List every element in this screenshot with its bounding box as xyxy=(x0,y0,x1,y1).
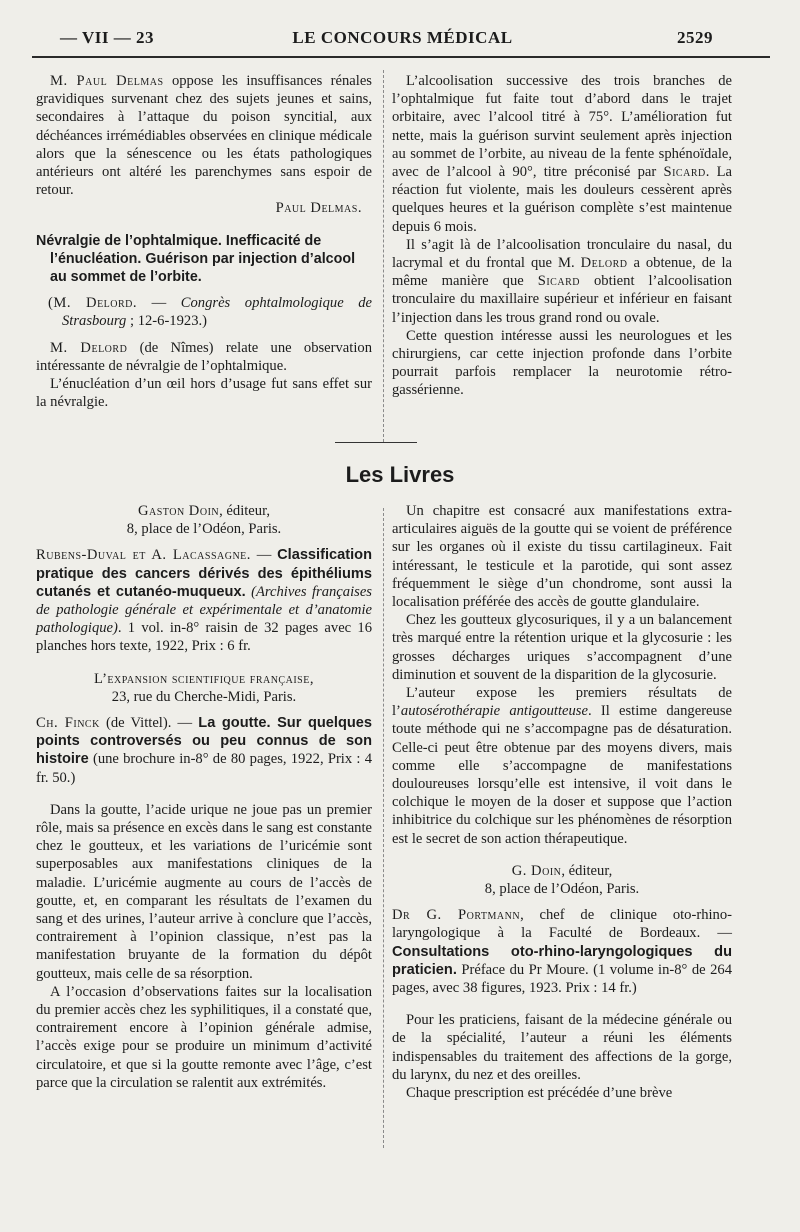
publisher-g-doin-address: 8, place de l’Odéon, Paris. xyxy=(484,881,640,898)
delord-paragraph: M. Delord (de Nîmes) relate une observation intéressante de névralgie de l’ophtalmique. xyxy=(36,339,372,374)
publisher-doin: Gaston Doin, éditeur, xyxy=(137,503,271,519)
top-column-divider xyxy=(383,70,384,442)
delmas-signature: Paul Delmas. xyxy=(275,200,362,217)
bottom-left-column xyxy=(36,502,372,1092)
top-left-column xyxy=(36,72,372,411)
autoserotherapie-paragraph: L’auteur expose les premiers résultats de l’autosérothérapie antigoutteuse. Il estime dangereuse toute méthode qui ne s’accompagne pas de désaturation. Celle-ci peut être obtenue par des moyens divers, mais comme elle s’accompagne de manifestations douloureuses lorsqu’elle est intensive, il voit dans le colchique le moyen de la doser et suppose que l’action inhibitrice du colchique sur les phénomènes de résorption est le secret de son action thérapeutique. xyxy=(392,685,732,847)
goutte-paragraph-2: A l’occasion d’observations faites sur la localisation du premier accès chez les syphilitiques, il a constaté que, contrairement encore à l’opinion générale admise, l’accès exige pour se produire un minimum d’activité circulatoire, et que si la goutte remonte avec l’âge, c’est parce que la circulation se ralentit aux extrémités. xyxy=(36,983,372,1091)
alcoolisation-paragraph: L’alcoolisation successive des trois branches de l’ophtalmique fut faite tout d’abord dans le trajet orbitaire, avec l’alcool titré à 75°. L’amélioration fut nette, mais la guérison survint seulement après injection au sommet de l’orbite, au niveau de la fente sphénoïdale, avec de l’alcool à 90°, titre préconisé par Sicard. La réaction fut violente, mais les douleurs cessèrent après quelques heures et la guérison complète s’est maintenue depuis 6 mois. xyxy=(392,73,732,235)
bottom-right-column xyxy=(392,502,732,1102)
bottom-column-divider xyxy=(383,508,384,1148)
header-page-number: 2529 xyxy=(677,28,713,47)
book-goutte-entry: Ch. Finck (de Vittel). — La goutte. Sur quelques points controversés ou peu connus de son histoire (une brochure in-8° de 80 pages, 1922, Prix : 4 fr. 50.) xyxy=(36,715,373,786)
praticiens-paragraph: Pour les praticiens, faisant de la médecine générale ou de la spécialité, l’auteur a réuni les éléments indispensables du traitement des affections de la gorge, du larynx, du nez et des oreilles. xyxy=(392,1012,732,1083)
publisher-expansion: L’expansion scientifique française, xyxy=(94,670,314,687)
book-portmann-entry: Dr G. Portmann, chef de clinique oto-rhino-laryngologique à la Faculté de Bordeaux. — Consultations oto-rhino-laryngologiques du praticien. Préface du Pr Moure. (1 volume in-8° de 264 pages, avec 38 figures, 1923. Prix : 14 fr.) xyxy=(392,907,732,997)
publisher-g-doin: G. Doin, éditeur, xyxy=(511,862,613,879)
section-rule xyxy=(335,442,417,443)
header-rule xyxy=(32,56,770,58)
enucleation-paragraph: L’énucléation d’un œil hors d’usage fut sans effet sur la névralgie. xyxy=(36,376,372,411)
article-reference: (M. Delord. — Congrès ophtalmologique de Strasbourg ; 12-6-1923.) xyxy=(48,295,373,330)
delmas-paragraph: M. Paul Delmas oppose les insuffisances rénales gravidiques survenant chez des sujets jeunes et sains, secondaires à l’attaque du poison syncitial, aux déchéances irrémédiables observées en clinique médicale alors que la sénescence ou les états pathologiques antérieurs ont altéré les parenchymes sans espoir de retour. xyxy=(36,73,372,199)
tronculaire-paragraph: Il s’agit là de l’alcoolisation tronculaire du nasal, du lacrymal et du frontal que M. Delord a obtenue, de la même manière que Sicard obtient l’alcoolisation tronculaire du maxillaire supérieur et inférieur en faisant l’injection dans les trous grand rond ou ovale. xyxy=(392,236,732,326)
top-right-column xyxy=(392,72,732,400)
chapitre-paragraph: Un chapitre est consacré aux manifestations extra-articulaires aiguës de la goutte qui se voient de préférence sur les organes où il existe du tissu cartilagineux. Fait intéressant, le testicule et la parotide, qui sont assez fréquemment le siège d’un chondrome, sont aussi la localisation préférée des accès de goutte glandulaire. xyxy=(392,503,732,611)
header-journal-title: LE CONCOURS MÉDICAL xyxy=(292,28,513,47)
glycosuriques-paragraph: Chez les goutteux glycosuriques, il y a un balancement très marqué entre la rétention urique et la glycosurie : les grosses décharges uriques s’accompagnent d’une diminution et souvent de la disparition de la glycosurie. xyxy=(392,612,732,683)
running-header xyxy=(30,28,775,54)
neurologues-paragraph: Cette question intéresse aussi les neurologues et les chirurgiens, car cette injection profonde dans l’orbite pourrait parfois remplacer la neurotomie rétro-gassérienne. xyxy=(392,327,732,399)
goutte-paragraph-1: Dans la goutte, l’acide urique ne joue pas un premier rôle, mais sa présence en excès dans le sang est constante chez le goutteux, et les variations de l’uricémie sont superposables aux manifestations cliniques de la maladie. L’uricémie augmente au cours de l’accès de goutte, et, en comparant les résultats de l’examen du sang et des urines, l’auteur arrive à conclure que l’accès, contrairement à l’opinion classique, n’est pas la manifestation bruyante de la formation du dépôt goutteux, mais celle de sa résorption. xyxy=(36,801,372,982)
publisher-doin-address: 8, place de l’Odéon, Paris. xyxy=(126,521,282,538)
prescription-paragraph: Chaque prescription est précédée d’une brève xyxy=(406,1085,673,1102)
book-cancers-entry: Rubens-Duval et A. Lacassagne. — Classification pratique des cancers dérivés des épithéliums cutanés et cutanéo-muqueux. (Archives françaises de pathologie générale et expérimentale et d’anatomie pathologique). 1 vol. in-8° raisin de 32 pages avec 16 planches hors texte, 1922, Prix : 6 fr. xyxy=(36,547,372,655)
publisher-expansion-address: 23, rue du Cherche-Midi, Paris. xyxy=(111,688,297,705)
header-issue: — VII — 23 xyxy=(60,28,154,47)
section-title-les-livres: Les Livres xyxy=(345,462,455,487)
article-heading: Névralgie de l’ophtalmique. Inefficacité de l’énucléation. Guérison par injection d’alcool au sommet de l’orbite. xyxy=(36,232,356,286)
